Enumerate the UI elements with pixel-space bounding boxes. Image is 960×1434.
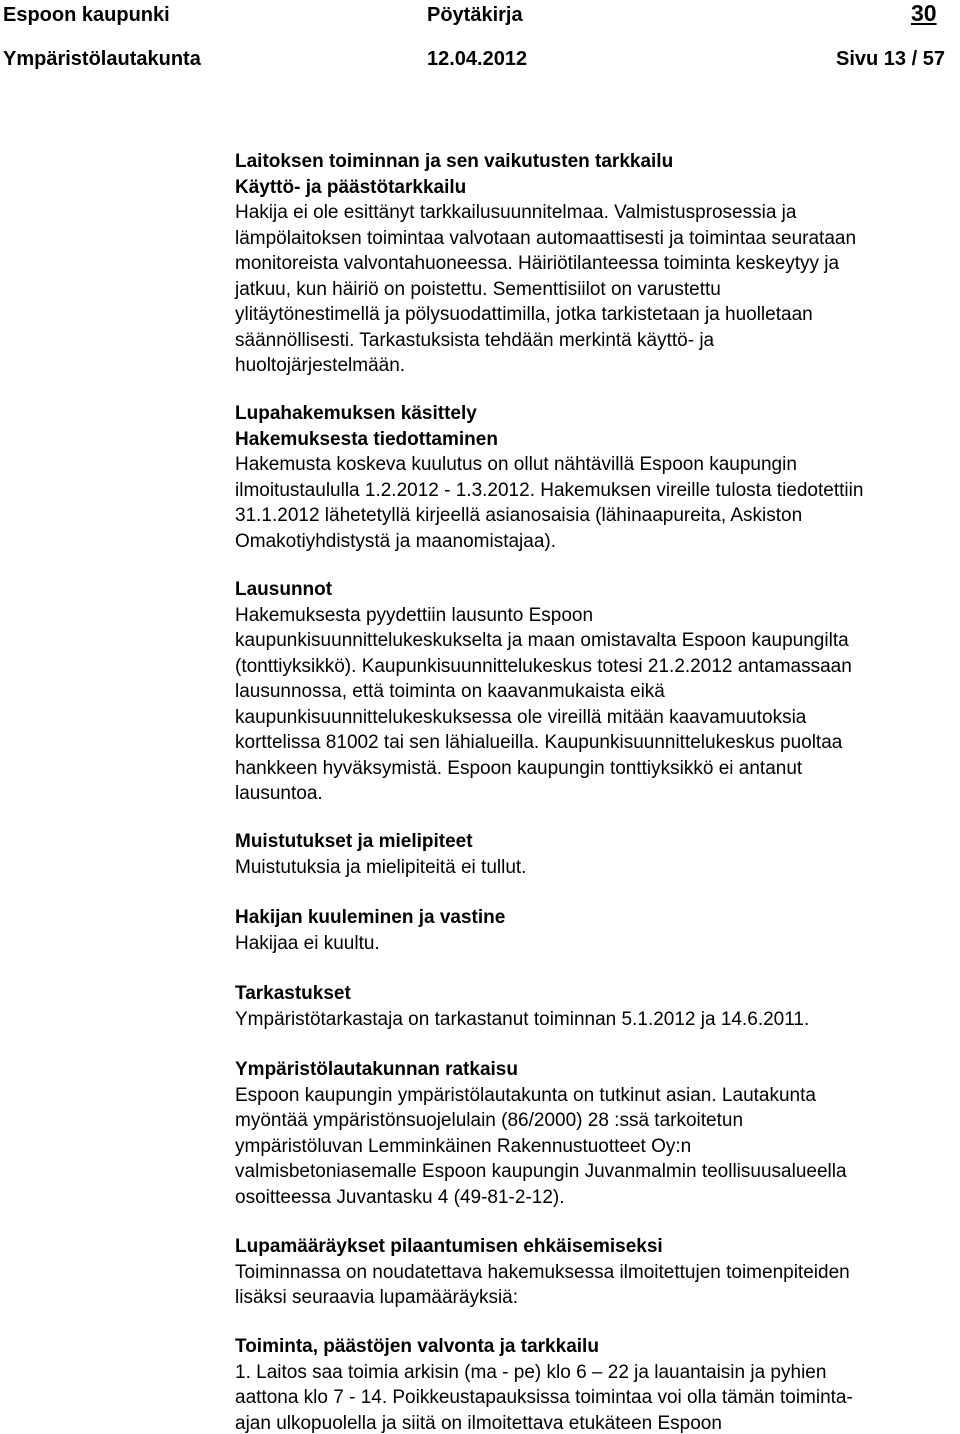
- text-line: korttelissa 81002 tai sen lähialueilla. Kaupunkisuunnittelukeskus puoltaa: [235, 732, 843, 753]
- text-line: ajan ulkopuolella ja siitä on ilmoitettava etukäteen Espoon: [235, 1412, 722, 1434]
- text-line: Hakemuksesta pyydettiin lausunto Espoon: [235, 604, 594, 626]
- header-page-label: Sivu 13 / 57: [836, 48, 945, 70]
- text-line: lausunnossa, että toiminta on kaavanmukaista eikä: [235, 681, 665, 702]
- text-line: Muistutuksia ja mielipiteitä ei tullut.: [235, 856, 527, 878]
- section-inspections: [235, 981, 957, 1032]
- text-line: säännöllisesti. Tarkastuksista tehdään merkintä käyttö- ja: [235, 329, 715, 351]
- text-line: 1. Laitos saa toimia arkisin (ma - pe) klo 6 – 22 ja lauantaisin ja pyhien: [235, 1361, 827, 1383]
- section-heading: Laitoksen toiminnan ja sen vaikutusten tarkkailu: [235, 151, 674, 172]
- text-line: Hakijaa ei kuultu.: [235, 932, 380, 954]
- text-line: (tonttiyksikkö). Kaupunkisuunnittelukeskus totesi 21.2.2012 antamassaan: [235, 655, 852, 677]
- text-line: Espoon kaupungin ympäristölautakunta on tutkinut asian. Lautakunta: [235, 1084, 816, 1106]
- text-line: 31.1.2012 lähetetyllä kirjeellä asianosaisia (lähinaapureita, Askiston: [235, 505, 803, 526]
- header-committee: Ympäristölautakunta: [3, 48, 201, 70]
- text-line: kaupunkisuunnittelukeskukselta ja maan omistavalta Espoon kaupungilta: [235, 630, 849, 651]
- section-hearing: [235, 905, 957, 956]
- text-line: hankkeen hyväksymistä. Espoon kaupungin tonttiyksikkö ei antanut: [235, 757, 803, 779]
- section-operation: [235, 1334, 957, 1434]
- text-line: ympäristöluvan Lemminkäinen Rakennustuotteet Oy:n: [235, 1135, 692, 1157]
- section-heading: Tarkastukset: [235, 983, 351, 1004]
- text-line: Hakemusta koskeva kuulutus on ollut nähtävillä Espoon kaupungin: [235, 454, 797, 475]
- text-line: huoltojärjestelmään.: [235, 355, 406, 376]
- section-permit-conditions: [235, 1234, 957, 1311]
- text-line: kaupunkisuunnittelukeskuksessa ole vireillä mitään kaavamuutoksia: [235, 706, 807, 728]
- section-heading: Hakijan kuuleminen ja vastine: [235, 907, 506, 928]
- text-line: monitoreista valvontahuoneessa. Häiriötilanteessa toiminta keskeytyy ja: [235, 253, 840, 274]
- section-objections: [235, 829, 957, 880]
- section-subheading: Käyttö- ja päästötarkkailu: [235, 176, 467, 198]
- header-date: 12.04.2012: [427, 48, 528, 70]
- text-line: lausuntoa.: [235, 783, 323, 804]
- header-organization: Espoon kaupunki: [3, 4, 170, 26]
- section-application-processing: [235, 401, 957, 554]
- header-item-number: 30: [911, 0, 937, 26]
- text-line: jatkuu, kun häiriö on poistettu. Sementtisiilot on varustettu: [235, 278, 721, 300]
- section-statements: [235, 577, 957, 807]
- section-heading: Lausunnot: [235, 579, 333, 600]
- section-heading: Lupamääräykset pilaantumisen ehkäisemiseksi: [235, 1236, 663, 1257]
- section-decision: [235, 1057, 957, 1210]
- text-line: lämpölaitoksen toimintaa valvotaan automaattisesti ja toimintaa seurataan: [235, 227, 857, 249]
- text-line: ilmoitustaululla 1.2.2012 - 1.3.2012. Hakemuksen vireille tulosta tiedotettiin: [235, 479, 864, 501]
- section-heading: Lupahakemuksen käsittely: [235, 403, 477, 424]
- text-line: Toiminnassa on noudatettava hakemuksessa ilmoitettujen toimenpiteiden: [235, 1261, 850, 1283]
- text-line: ylitäytönestimellä ja pölysuodattimilla, jotka tarkistetaan ja huolletaan: [235, 304, 813, 325]
- text-line: Ympäristötarkastaja on tarkastanut toiminnan 5.1.2012 ja 14.6.2011.: [235, 1008, 810, 1030]
- text-line: Hakija ei ole esittänyt tarkkailusuunnitelmaa. Valmistusprosessia ja: [235, 202, 797, 223]
- section-heading: Ympäristölautakunnan ratkaisu: [235, 1059, 518, 1080]
- text-line: osoitteessa Juvantasku 4 (49-81-2-12).: [235, 1186, 565, 1208]
- text-line: myöntää ympäristönsuojelulain (86/2000) 28 :ssä tarkoitetun: [235, 1110, 744, 1131]
- section-subheading: Hakemuksesta tiedottaminen: [235, 428, 498, 450]
- text-line: aattona klo 7 - 14. Poikkeustapauksissa toimintaa voi olla tämän toiminta-: [235, 1387, 853, 1408]
- text-line: lisäksi seuraavia lupamääräyksiä:: [235, 1287, 519, 1308]
- section-heading: Toiminta, päästöjen valvonta ja tarkkailu: [235, 1336, 599, 1357]
- section-monitoring: [235, 149, 957, 379]
- section-heading: Muistutukset ja mielipiteet: [235, 831, 473, 852]
- header-doc-type: Pöytäkirja: [427, 4, 523, 26]
- text-line: valmisbetoniasemalle Espoon kaupungin Juvanmalmin teollisuusalueella: [235, 1161, 847, 1182]
- text-line: Omakotiyhdistystä ja maanomistajaa).: [235, 530, 557, 552]
